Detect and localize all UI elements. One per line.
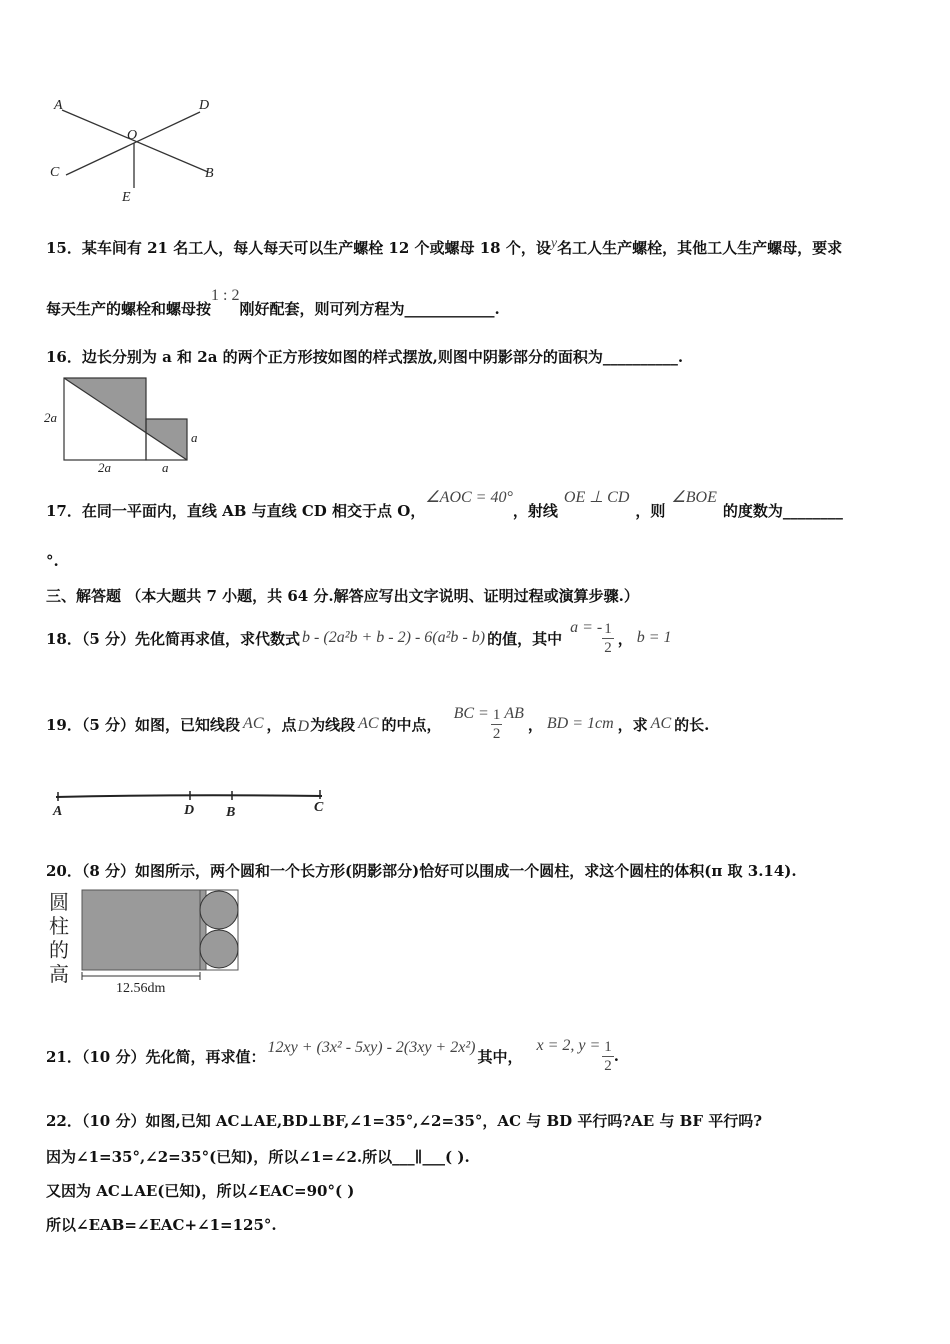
intersecting-lines-figure [40,90,230,210]
label-d: D [199,98,210,113]
label-a-right: a [191,430,198,445]
seg-label-c: C [314,800,324,815]
question-17-line1: 17．在同一平面内，直线 AB 与直线 CD 相交于点 O，∠AOC = 40°，射线OE ⊥ CD，则∠BOE的度数为________ [46,489,843,520]
question-19: 19．（5 分）如图，已知线段 AC ，点 D 为线段 AC 的中点， BC = $\frac{1}{2}$ AB ， BD = 1cm ，求 AC 的长. [46,705,710,742]
section-3-heading: 三、解答题 （本大题共 7 小题，共 64 分.解答应写出文字说明、证明过程或演算步骤.） [46,587,639,605]
segment-figure [44,786,344,820]
question-22-line3: 又因为 AC⊥AE(已知)，所以∠EAC=90°( ) [46,1182,355,1200]
question-22-line1: 22．（10 分）如图,已知 AC⊥AE,BD⊥BF,∠1=35°,∠2=35°，AC 与 BD 平行吗?AE 与 BF 平行吗? [46,1112,763,1130]
seg-label-d: D [184,803,195,818]
fraction-bc: $\frac{1}{2}$ [492,706,501,742]
seg-label-a: A [53,804,63,819]
question-16-text: 16．边长分别为 a 和 2a 的两个正方形按如图的样式摆放,则图中阴影部分的面积为__________. [46,348,684,366]
question-20-text: 20．（8 分）如图所示，两个圆和一个长方形(阴影部分)恰好可以围成一个圆柱，求这个圆柱的体积(π 取 3.14). [46,862,797,880]
label-o: O [127,128,138,143]
question-22-line4: 所以∠EAB=∠EAC+∠1=125°. [46,1216,277,1234]
width-label: 12.56dm [116,981,166,996]
question-15-line1: 15．某车间有 21 名工人，每人每天可以生产螺栓 12 个或螺母 18 个，设$^y$名工人生产螺栓，其他工人生产螺母，要求 [46,236,843,257]
question-21: 21．（10 分）先化简，再求值： 12xy + (3x² - 5xy) - 2(3xy + 2x²) 其中， x = 2, y = $\frac{1}{2}$ . [46,1037,619,1074]
seg-label-b: B [226,805,236,820]
squares-shaded-figure [40,372,210,474]
label-2a-left: 2a [44,410,57,425]
question-17-line2: °. [46,552,59,570]
label-a-bottom: a [162,460,169,474]
question-15-line2: 每天生产的螺栓和螺母按1 : 2刚好配套，则可列方程为____________. [46,287,500,318]
label-a: A [54,98,63,113]
fraction-y: $\frac{1}{2}$ [604,1038,612,1074]
fraction-a: $\frac{1}{2}$ [604,620,612,656]
question-18: 18．（5 分）先化简再求值，求代数式 b - (2a²b + b - 2) - 6(a²b - b) 的值，其中 a = - $\frac{1}{2}$ ， b = 1 [46,619,672,656]
label-2a-bottom: 2a [98,460,111,474]
cylinder-net-figure [76,888,246,998]
label-e: E [122,190,131,205]
cylinder-height-label: 圆 柱 的 高 [49,890,69,986]
label-b: B [205,166,214,181]
label-c: C [50,165,60,180]
question-22-line2: 因为∠1=35°,∠2=35°(已知)，所以∠1=∠2.所以___∥___( ). [46,1148,470,1166]
